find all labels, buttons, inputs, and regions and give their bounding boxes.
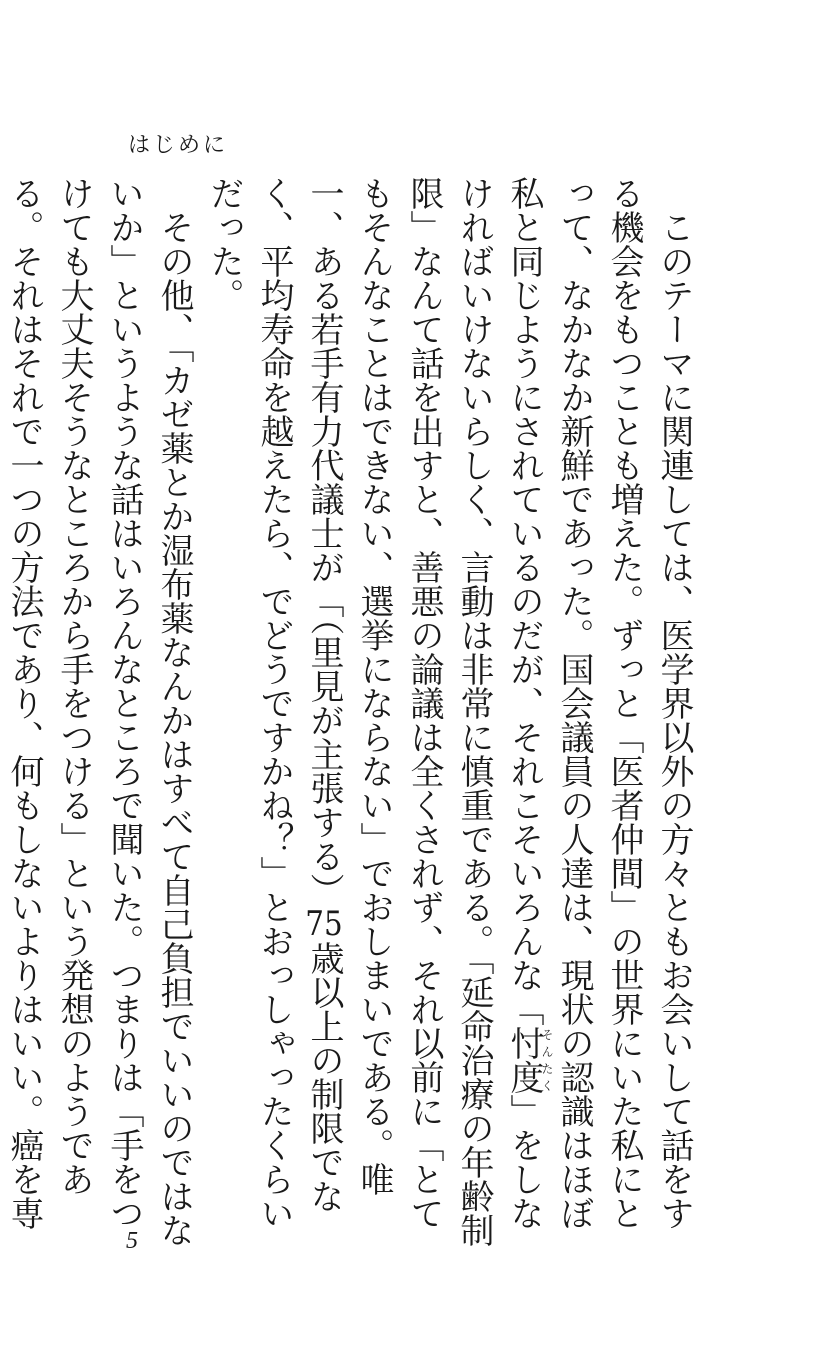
running-head: はじめに [128, 133, 229, 158]
paragraph-1-text-a: このテーマに関連しては、医学界以外の方々ともお会いして話をする機会をもつことも増えた。ずっと「医者仲間」の世界にいた私にとって、なかなか新鮮であった。国会議員の人達は、現状の認識はほぼ私と同じようにされているのだが、それこそいろんな [504, 176, 694, 1230]
paragraph-1: このテーマに関連しては、医学界以外の方々ともお会いして話をする機会をもつことも増えた。ずっと「医者仲間」の世界にいた私にとって、なかなか新鮮であった。国会議員の人達は、現状の認識はほぼ私と同じようにされているのだが、それこそいろんな「忖度そんたく」をしなければいけないらしく、言動は非常に慎重である。「延命治療の年齢制限」なんて話を出すと、善悪の論議は全くされず、それ以前に「とてもそんなことはできない、選挙にならない」でおしまいである。唯一、ある若手有力代議士が「（里見が主張する）75歳以上の制限でなく、平均寿命を越えたら、でどうですかね？」とおっしゃったくらいだった。 [204, 176, 694, 1247]
body-text [4, 176, 699, 1258]
paragraph-1-text-b: 」をしなければいけないらしく、言動は非常に慎重である。「延命治療の年齢制限」なんて話を出すと、善悪の論議は全くされず、それ以前に「とてもそんなことはできない、選挙にならない」でおしまいである。唯一、ある若手有力代議士が「（里見が主張する） [304, 176, 544, 1247]
paragraph-1-text-c: 歳以上の制限でなく、平均寿命を越えたら、でどうですかね？」とおっしゃったくらいだった。 [204, 176, 344, 1230]
paragraph-2: その他、「カゼ薬とか湿布薬なんかはすべて自己負担でいいのではないか」というような話はいろんなところで聞いた。つまりは「手をつけても大丈夫そうなところから手をつける」という発想のようである。それはそれで一つの方法であり、何もしないよりはいい。癌を専 [4, 176, 194, 1247]
ruby-sontaku: 忖度そんたく [504, 1026, 554, 1094]
page-number: 5 [126, 1228, 138, 1254]
age-number: 75 [305, 907, 343, 941]
